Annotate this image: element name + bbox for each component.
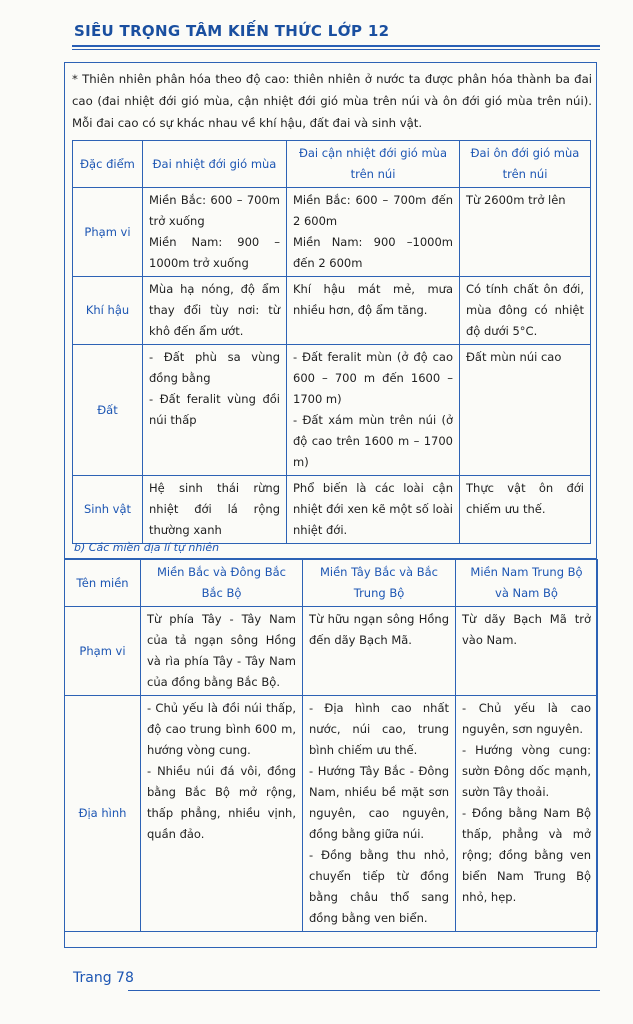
book-title: SIÊU TRỌNG TÂM KIẾN THỨC LỚP 12 <box>74 22 390 40</box>
table-row <box>73 345 591 476</box>
table-cell <box>143 476 287 544</box>
row-label: Đất <box>73 345 143 476</box>
cell-line: Từ phía Tây - Tây Nam của tả ngạn sông Hồng và rìa phía Tây - Tây Nam của đồng bằng Bắc Bộ. <box>147 612 296 689</box>
table2-header: Tên miền <box>65 560 141 607</box>
table-row <box>65 607 598 696</box>
cell-line: Mùa hạ nóng, độ ẩm thay đổi tùy nơi: từ khô đến ẩm ướt. <box>149 282 280 338</box>
table-cell <box>141 696 303 932</box>
table-cell <box>456 607 598 696</box>
cell-line: Thực vật ôn đới chiếm ưu thế. <box>466 481 584 516</box>
table-cell <box>303 696 456 932</box>
table-cell <box>287 188 460 277</box>
table-cell <box>143 277 287 345</box>
table-cell <box>460 188 591 277</box>
table-row <box>73 188 591 277</box>
cell-line: Có tính chất ôn đới, mùa đông có nhiệt độ dưới 5°C. <box>466 282 584 338</box>
cell-line: - Chủ yếu là đồi núi thấp, độ cao trung bình 600 m, hướng vòng cung. <box>147 701 296 757</box>
page-number: Trang 78 <box>73 970 134 986</box>
table2-header: Miền Nam Trung Bộ và Nam Bộ <box>456 560 598 607</box>
row-label: Sinh vật <box>73 476 143 544</box>
table-cell <box>143 345 287 476</box>
footer-rule <box>128 990 600 991</box>
title-rule-thin <box>72 49 600 50</box>
table-cell <box>287 277 460 345</box>
table-cell <box>303 607 456 696</box>
table2-header: Miền Tây Bắc và Bắc Trung Bộ <box>303 560 456 607</box>
cell-line: - Nhiều núi đá vôi, đồng bằng Bắc Bộ mở rộng, thấp phẳng, nhiều vịnh, quần đảo. <box>147 764 296 841</box>
cell-line: Khí hậu mát mẻ, mưa nhiều hơn, độ ẩm tăng. <box>293 282 453 317</box>
altitude-belts-table <box>72 140 591 544</box>
table2-header-row <box>65 560 598 607</box>
table1-header: Đai nhiệt đới gió mùa <box>143 141 287 188</box>
row-label: Địa hình <box>65 696 141 932</box>
table-cell <box>460 277 591 345</box>
table-cell <box>287 476 460 544</box>
table-cell <box>460 345 591 476</box>
cell-line: - Hướng vòng cung: sườn Đông dốc mạnh, sườn Tây thoải. <box>462 743 591 799</box>
cell-line: Miền Nam: 900 – 1000m trở xuống <box>149 235 280 270</box>
cell-line: - Đồng bằng thu nhỏ, chuyển tiếp từ đồng bằng châu thổ sang đồng bằng ven biển. <box>309 848 449 925</box>
table-row <box>65 696 598 932</box>
cell-line: Phổ biến là các loài cận nhiệt đới xen kẽ một số loài nhiệt đới. <box>293 481 453 537</box>
row-label: Khí hậu <box>73 277 143 345</box>
table-cell <box>460 476 591 544</box>
cell-line: - Đất phù sa vùng đồng bằng <box>149 350 280 385</box>
cell-line: Đất mùn núi cao <box>466 350 562 364</box>
cell-line: - Địa hình cao nhất nước, núi cao, trung bình chiếm ưu thế. <box>309 701 449 757</box>
intro-paragraph: * Thiên nhiên phân hóa theo độ cao: thiên nhiên ở nước ta được phân hóa thành ba đai cao (đai nhiệt đới gió mùa, cận nhiệt đới gió mùa trên núi và ôn đới gió mùa trên núi). Mỗi đai cao có sự khác nhau về khí hậu, đất đai và sinh vật. <box>72 72 592 130</box>
cell-line: Từ hữu ngạn sông Hồng đến dãy Bạch Mã. <box>309 612 449 647</box>
cell-line: Từ 2600m trở lên <box>466 193 566 207</box>
cell-line: Từ dãy Bạch Mã trở vào Nam. <box>462 612 591 647</box>
row-label: Phạm vi <box>73 188 143 277</box>
table1-header-row <box>73 141 591 188</box>
cell-line: Miền Bắc: 600 – 700m trở xuống <box>149 193 280 228</box>
table-cell <box>287 345 460 476</box>
table2-header: Miền Bắc và Đông Bắc Bắc Bộ <box>141 560 303 607</box>
cell-line: - Chủ yếu là cao nguyên, sơn nguyên. <box>462 701 591 736</box>
table-cell <box>456 696 598 932</box>
table-row <box>73 277 591 345</box>
cell-line: - Đất feralit mùn (ở độ cao 600 – 700 m đến 1600 – 1700 m) <box>293 350 453 406</box>
section-b-heading: b) Các miền địa lí tự nhiên <box>74 541 220 554</box>
cell-line: Miền Nam: 900 –1000m đến 2 600m <box>293 235 453 270</box>
table-cell <box>141 607 303 696</box>
cell-line: Hệ sinh thái rừng nhiệt đới lá rộng thường xanh <box>149 481 280 537</box>
table-cell <box>143 188 287 277</box>
cell-line: Miền Bắc: 600 – 700m đến 2 600m <box>293 193 453 228</box>
cell-line: - Đất xám mùn trên núi (ở độ cao trên 1600 m – 1700 m) <box>293 413 453 469</box>
cell-line: - Đồng bằng Nam Bộ thấp, phẳng và mở rộng; đồng bằng ven biển Nam Trung Bộ nhỏ, hẹp. <box>462 806 591 904</box>
table-row <box>73 476 591 544</box>
cell-line: - Đất feralit vùng đồi núi thấp <box>149 392 280 427</box>
table1-header: Đai ôn đới gió mùa trên núi <box>460 141 591 188</box>
title-rule <box>72 45 600 47</box>
cell-line: - Hướng Tây Bắc - Đông Nam, nhiều bề mặt sơn nguyên, cao nguyên, đồng bằng giữa núi. <box>309 764 449 841</box>
table1-header: Đai cận nhiệt đới gió mùa trên núi <box>287 141 460 188</box>
row-label: Phạm vi <box>65 607 141 696</box>
table1-header: Đặc điểm <box>73 141 143 188</box>
natural-regions-table <box>64 559 598 932</box>
